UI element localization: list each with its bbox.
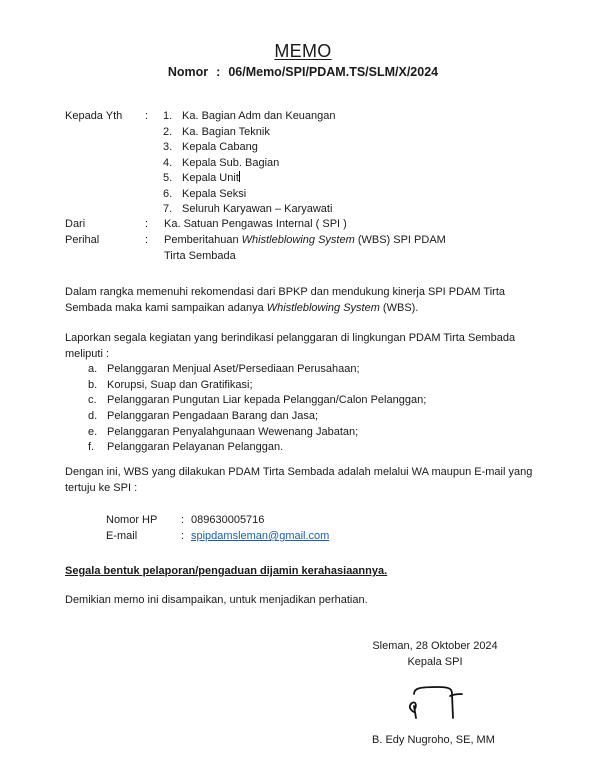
list-text: Pelanggaran Menjual Aset/Persediaan Perusahaan; [107,363,360,375]
list-text: Pelanggaran Penyalahgunaan Wewenang Jabatan; [107,425,359,438]
perihal-text: Pemberitahuan [164,234,242,246]
memo-title: MEMO [274,41,332,61]
list-text [182,171,240,187]
perihal-line2: Tirta Sembada [164,250,236,262]
perihal-colon: : [145,234,149,246]
list-text: Pelanggaran Pungutan Liar kepada Pelanggan/Calon Pelanggan; [107,394,427,407]
email-colon: : [181,530,185,542]
kepada-label: Kepada Yth [65,110,123,122]
closing-statement: Demikian memo ini disampaikan, untuk menjadikan perhatian. [65,594,368,606]
list-number: 5. [163,172,173,184]
list-letter: f. [88,441,95,454]
perihal-value [164,233,446,248]
list-text: Ka. Bagian Adm dan Keuangan [182,110,336,122]
email-link[interactable]: spipdamsleman@gmail.com [191,530,330,542]
list-number: 1. [163,110,173,122]
phone-value: 089630005716 [191,514,265,526]
list-text: Korupsi, Suap dan Gratifikasi; [107,378,253,391]
handwritten-signature [400,682,480,722]
list-number: 4. [163,156,173,169]
list-text: Ka. Bagian Teknik [182,125,270,138]
list-text: Seluruh Karyawan – Karyawati [182,203,333,215]
list-number: 3. [163,141,173,153]
phone-label: Nomor HP [106,514,158,526]
nomor-colon: : [216,65,221,79]
text-cursor [239,171,240,182]
kepada-colon: : [145,110,149,122]
list-number: 6. [163,187,173,200]
list-letter: c. [88,394,97,407]
intro-text: Dalam rangka memenuhi rekomendasi dari BPKP dan mendukung kinerja SPI PDAM Tirta Sembada maka kami sampaikan adanya [65,286,506,314]
list-text: Pelanggaran Pengadaan Barang dan Jasa; [107,410,319,423]
report-paragraph: Laporkan segala kegiatan yang berindikasi pelanggaran di lingkungan PDAM Tirta Sembada meliputi : [65,332,516,360]
list-letter: d. [88,410,98,423]
list-letter: b. [88,378,98,391]
list-text: Kepala Cabang [182,141,258,153]
intro-paragraph [65,285,545,316]
confidentiality-note: Segala bentuk pelaporan/pengaduan dijamin kerahasiaannya. [65,565,388,577]
dari-value: Ka. Satuan Pengawas Internal ( SPI ) [164,218,347,230]
list-text: Kepala Seksi [182,187,247,200]
channel-paragraph: Dengan ini, WBS yang dilakukan PDAM Tirta Sembada adalah melalui WA maupun E-mail yang tertuju ke SPI : [65,466,533,494]
dari-label: Dari [65,218,86,230]
intro-text-post: (WBS). [379,301,419,314]
perihal-text-post: (WBS) SPI PDAM [354,234,446,246]
intro-italic: Whistleblowing System [266,301,380,314]
list-text-value: Kepala Unit [182,172,239,184]
dari-colon: : [145,218,149,230]
signer-name: B. Edy Nugroho, SE, MM [372,734,495,746]
signature-position: Kepala SPI [407,656,463,668]
memo-number [0,65,606,79]
perihal-italic: Whistleblowing System [241,234,355,246]
list-letter: a. [88,363,98,375]
list-text: Pelanggaran Pelayanan Pelanggan. [107,441,284,454]
list-text: Kepala Sub. Bagian [182,156,280,169]
phone-colon: : [181,514,185,526]
list-number: 7. [163,203,173,215]
nomor-value: 06/Memo/SPI/PDAM.TS/SLM/X/2024 [228,65,439,79]
email-label: E-mail [106,530,138,542]
list-number: 2. [163,125,173,138]
nomor-label: Nomor [167,65,209,79]
list-letter: e. [88,425,98,438]
signature-place-date: Sleman, 28 Oktober 2024 [372,640,498,652]
perihal-label: Perihal [65,234,100,246]
